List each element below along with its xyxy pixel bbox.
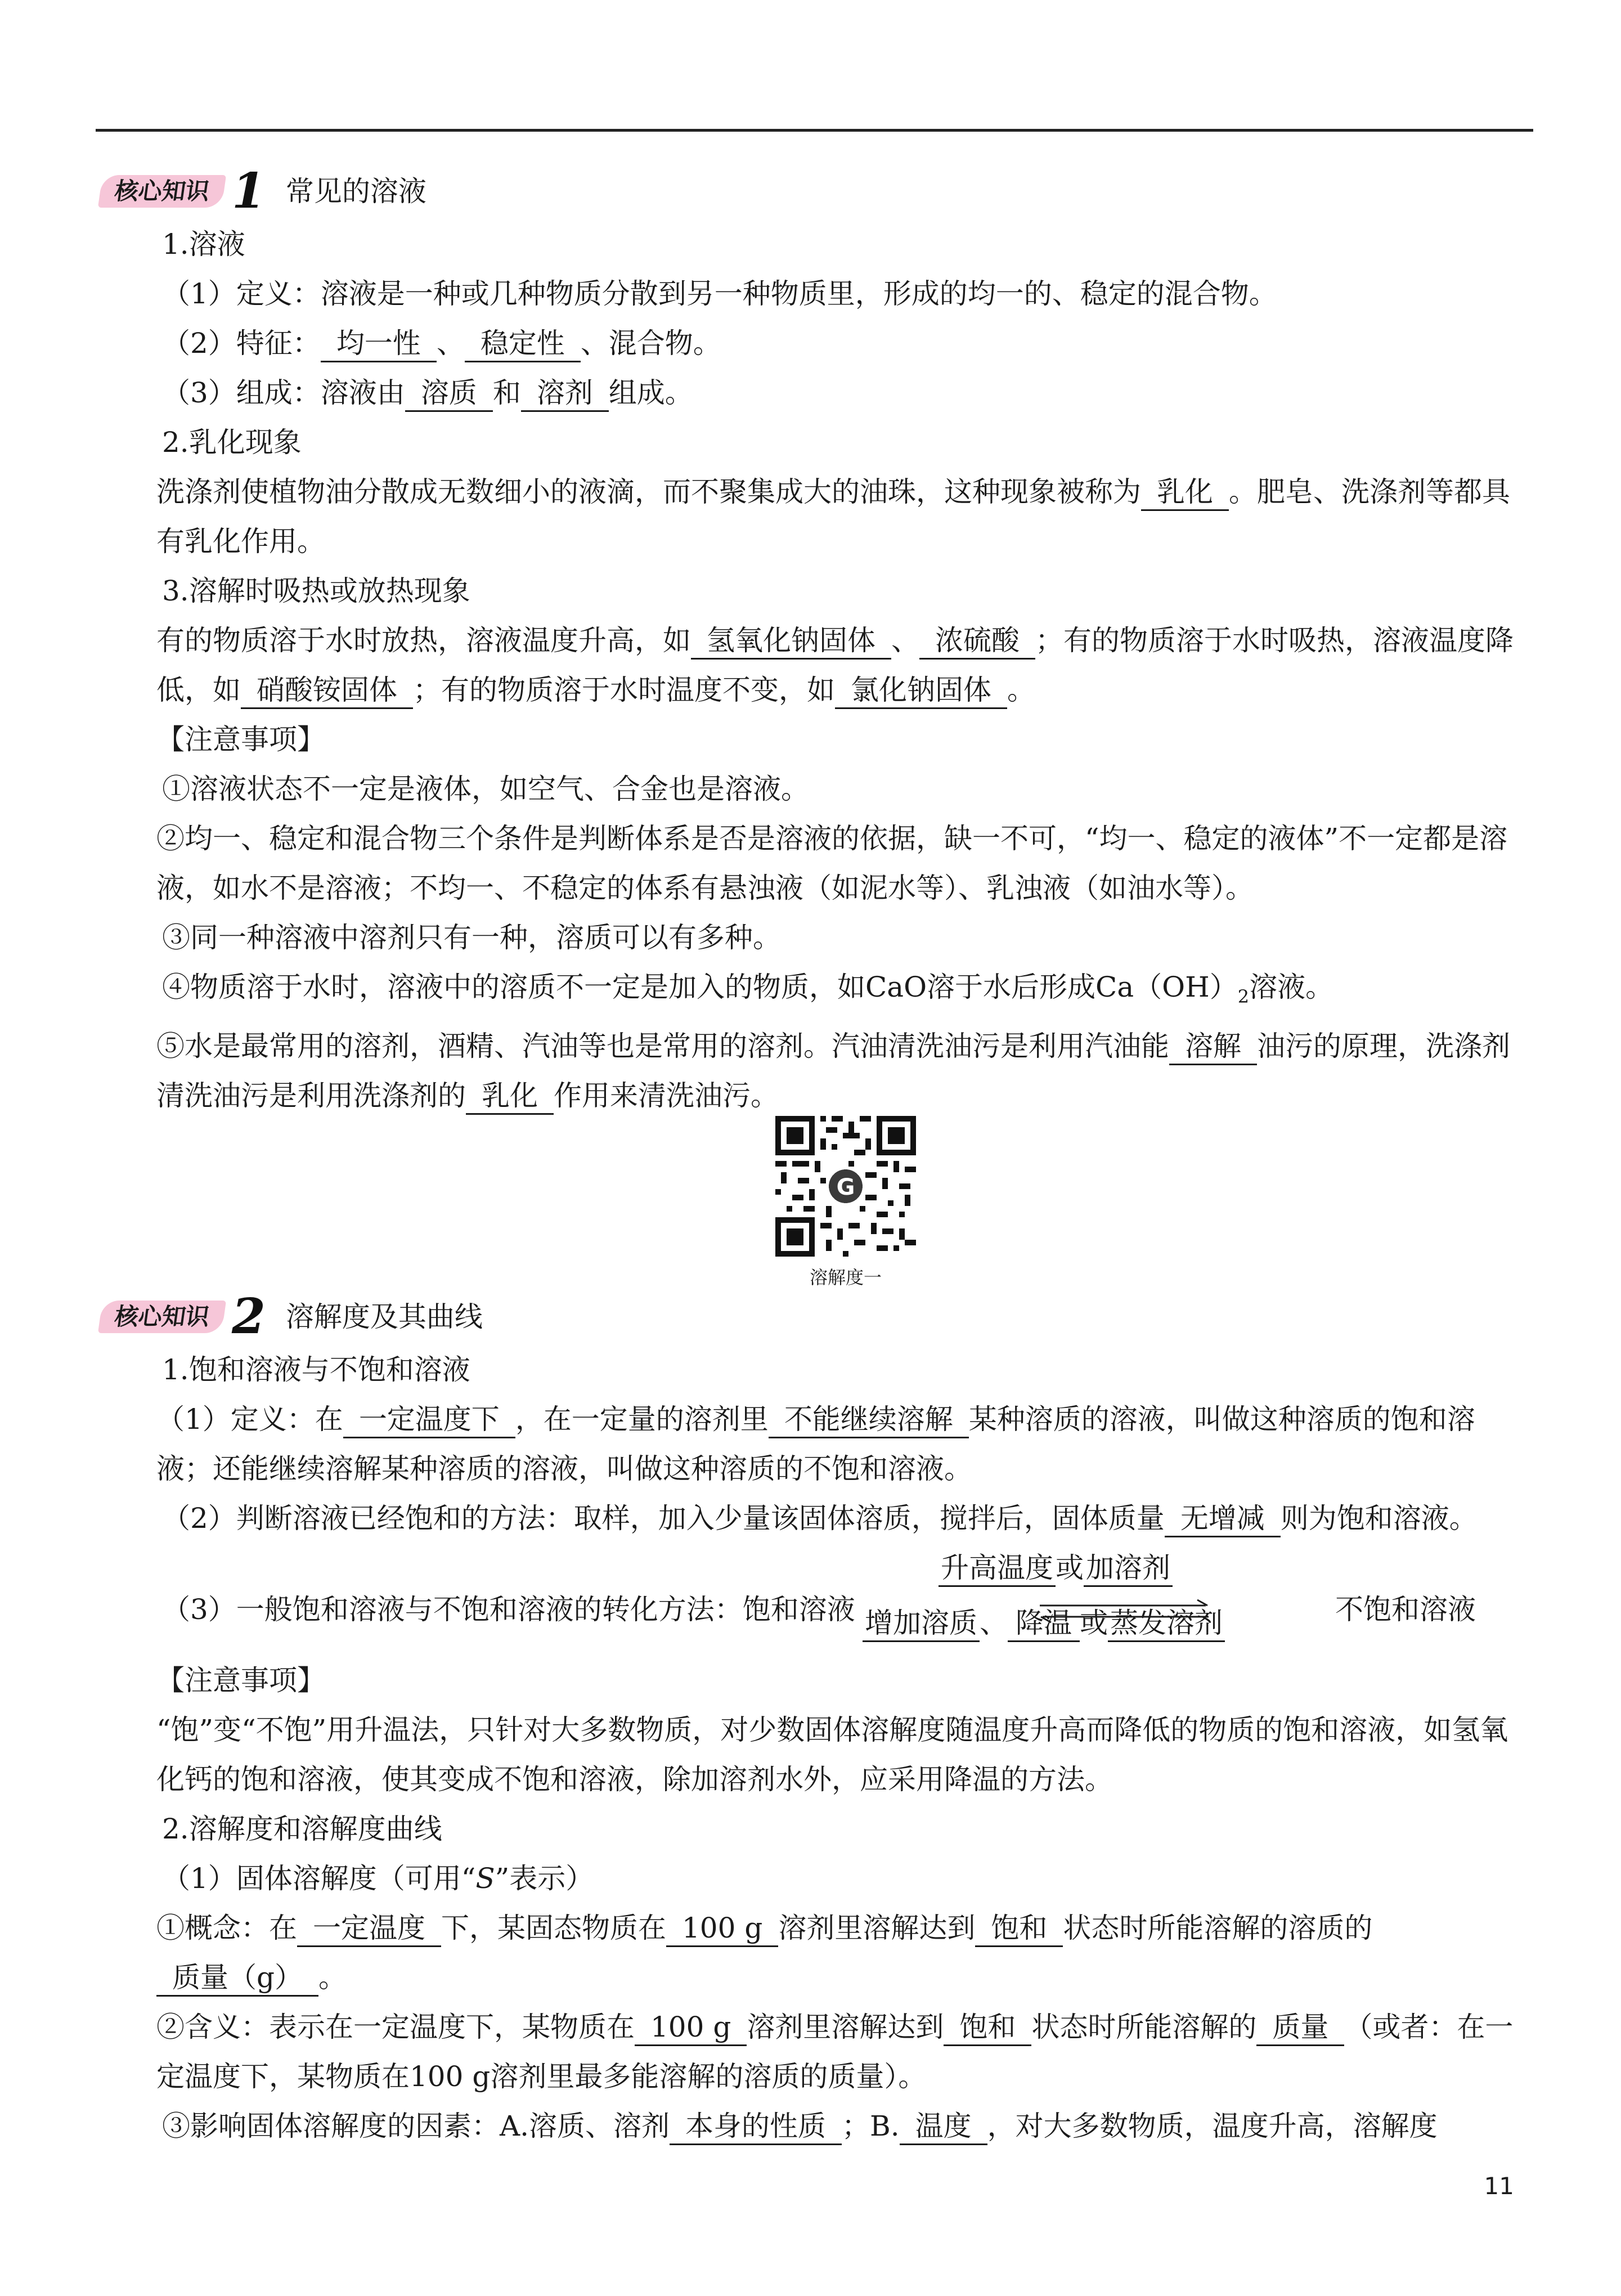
page-number: 11 [1484, 2172, 1514, 2200]
answer-blank: 一定温度 [297, 1911, 441, 1947]
text: 、 [891, 624, 919, 657]
text: ；有的物质溶于水时吸热，溶液温度降低，如 [156, 624, 1514, 706]
note-3: ③同一种溶液中溶剂只有一种，溶质可以有多种。 [162, 921, 781, 954]
text: 状态时所能溶解的 [1031, 2011, 1257, 2043]
note-unsaturate: “饱”变“不饱”用升温法，只针对大多数物质，对少数固体溶解度随温度升高而降低的物质的饱和溶液，如氢氧化钙的饱和溶液，使其变成不饱和溶液，除加溶剂水外，应采用降温的方法。 [156, 1714, 1508, 1796]
text: ②含义：表示在一定温度下，某物质在 [156, 2011, 635, 2043]
heading-saturated: 1.饱和溶液与不饱和溶液 [162, 1353, 470, 1386]
subscript: 2 [1237, 986, 1250, 1007]
page-content-2 [100, 1289, 1529, 2151]
answer-blank: 稳定性 [465, 326, 581, 362]
section-title: 溶解度及其曲线 [285, 1301, 483, 1333]
text: （1）固体溶解度（可用“ [162, 1862, 476, 1895]
answer-blank: 温度 [900, 2109, 987, 2145]
text: ，在一定量的溶剂里 [515, 1403, 769, 1436]
text: （3）一般饱和溶液与不饱和溶液的转化方法：饱和溶液 [162, 1593, 855, 1626]
note-1: ①溶液状态不一定是液体，如空气、合金也是溶液。 [162, 773, 809, 805]
text: 或 [1056, 1551, 1084, 1584]
answer-blank: 乳化 [1141, 474, 1229, 511]
meaning [100, 2002, 1529, 2101]
top-rule [96, 129, 1533, 132]
text: 。 [318, 1961, 347, 1994]
answer-blank: 浓硫酸 [919, 623, 1035, 660]
text: 洗涤剂使植物油分散成无数细小的液滴，而不聚集成大的油珠，这种现象被称为 [156, 476, 1141, 508]
text: 有的物质溶于水时放热，溶液温度升高，如 [156, 624, 691, 657]
note-2: ②均一、稳定和混合物三个条件是判断体系是否是溶液的依据，缺一不可，“均一、稳定的液体”不一定都是溶液，如水不是溶液；不均一、不稳定的体系有悬浊液（如泥水等）、乳浊液（如油水等）。 [156, 822, 1508, 904]
heading-solubility: 2.溶解度和溶解度曲线 [162, 1813, 442, 1845]
text: 溶剂里溶解达到 [747, 2011, 944, 2043]
answer-blank: 氢氧化钠固体 [691, 623, 891, 660]
text: ；B. [842, 2110, 900, 2142]
text: 、混合物。 [580, 327, 721, 360]
heading-emulsification: 2.乳化现象 [162, 426, 302, 459]
page-content [100, 163, 1529, 1120]
text: 组成。 [608, 376, 693, 409]
text: （1）定义：在 [156, 1403, 343, 1436]
solution-features [100, 319, 1529, 368]
text: 油污的原理，洗涤剂清洗油污是利用洗涤剂的 [156, 1030, 1510, 1112]
answer-blank: 质量 [1256, 2010, 1344, 2046]
answer-blank: 溶剂 [521, 375, 609, 412]
text: ③影响固体溶解度的因素：A.溶质、溶剂 [162, 2110, 670, 2142]
text: 则为饱和溶液。 [1280, 1502, 1478, 1535]
conversion-diagram [100, 1543, 1529, 1656]
answer-blank: 100 g [666, 1911, 778, 1947]
answer-blank: 乳化 [466, 1078, 554, 1115]
text: 溶液。 [1249, 971, 1334, 1003]
heat-paragraph [100, 616, 1529, 715]
qr-block [775, 1116, 916, 1289]
qr-code-icon[interactable] [775, 1116, 916, 1257]
answer-blank: 本身的性质 [670, 2109, 842, 2145]
svg-text:G: G [836, 1174, 855, 1200]
answer-blank: 加溶剂 [1084, 1550, 1173, 1587]
answer-blank: 100 g [635, 2010, 747, 2046]
text: 状态时所能溶解的溶质的 [1063, 1912, 1373, 1944]
text: （2）特征： [162, 327, 321, 360]
heading-solution: 1.溶液 [162, 228, 245, 261]
answer-blank: 蒸发溶剂 [1108, 1606, 1225, 1642]
section-number: 1 [232, 163, 266, 219]
text: 。 [1007, 674, 1035, 706]
conversion-bottom-conditions [863, 1598, 1225, 1648]
answer-blank: 不能继续溶解 [769, 1402, 969, 1438]
text: 下，某固态物质在 [441, 1912, 666, 1944]
text: 和 [492, 376, 521, 409]
answer-blank: 饱和 [975, 1911, 1063, 1947]
text: （2）判断溶液已经饱和的方法：取样，加入少量该固体溶质，搅拌后，固体质量 [162, 1502, 1165, 1535]
text: （3）组成：溶液由 [162, 376, 405, 409]
answer-blank: 无增减 [1165, 1501, 1281, 1537]
answer-blank: 增加溶质 [863, 1606, 980, 1642]
core-knowledge-badge: 核心知识 [98, 175, 226, 208]
section2-header [100, 1289, 1529, 1345]
answer-blank: 溶质 [405, 375, 493, 412]
text: 、 [980, 1607, 1008, 1639]
emulsification-paragraph [100, 467, 1529, 566]
answer-blank: 升高温度 [939, 1550, 1056, 1587]
text: 溶剂里溶解达到 [778, 1912, 976, 1944]
answer-blank: 均一性 [321, 326, 437, 362]
note-5 [100, 1021, 1529, 1120]
saturated-definition [100, 1394, 1529, 1494]
notes-title: 【注意事项】 [156, 1664, 325, 1697]
text: 、 [436, 327, 465, 360]
answer-blank: 硝酸铵固体 [241, 672, 413, 709]
text: ，对大多数物质，温度升高，溶解度 [987, 2110, 1438, 2142]
text: ”表示） [495, 1862, 594, 1895]
conversion-top-conditions [939, 1543, 1173, 1593]
qr-caption: 溶解度一 [809, 1267, 882, 1288]
section-title: 常见的溶液 [285, 175, 426, 208]
text: 某种溶质的溶液，叫做这种溶质的饱和溶液；还能继续溶解某种溶质的溶液，叫做这种溶质的不饱和溶液。 [156, 1403, 1475, 1485]
section1-header [100, 163, 1529, 219]
text: 。肥皂、洗涤剂等都具有乳化作用。 [156, 476, 1510, 558]
concept [100, 1903, 1529, 2002]
answer-blank: 降温 [1008, 1606, 1080, 1642]
text: ；有的物质溶于水时温度不变，如 [413, 674, 835, 706]
text: ⑤水是最常用的溶剂，酒精、汽油等也是常用的溶剂。汽油清洗油污是利用汽油能 [156, 1030, 1169, 1062]
text: ①概念：在 [156, 1912, 297, 1944]
text: 作用来清洗油污。 [554, 1079, 779, 1112]
text: ④物质溶于水时，溶液中的溶质不一定是加入的物质，如CaO溶于水后形成Ca（OH） [162, 971, 1238, 1003]
note-4 [100, 962, 1529, 1021]
answer-blank: 质量（g） [156, 1960, 318, 1997]
answer-blank: 溶解 [1169, 1029, 1257, 1065]
solution-definition: （1）定义：溶液是一种或几种物质分散到另一种物质里，形成的均一的、稳定的混合物。 [162, 277, 1277, 310]
factors [100, 2101, 1529, 2151]
text: 不饱和溶液 [1335, 1593, 1476, 1626]
text: 或 [1080, 1607, 1108, 1639]
symbol-s: S [475, 1862, 495, 1895]
core-knowledge-badge: 核心知识 [98, 1301, 226, 1333]
solution-composition [100, 368, 1529, 418]
answer-blank: 一定温度下 [343, 1402, 515, 1438]
heading-heat: 3.溶解时吸热或放热现象 [162, 575, 470, 607]
text: （或者：在一定温度下，某物质在100 g溶剂里最多能溶解的溶质的质量）。 [156, 2011, 1514, 2093]
notes-title: 【注意事项】 [156, 723, 325, 756]
section-number: 2 [232, 1288, 266, 1345]
answer-blank: 氯化钠固体 [835, 672, 1007, 709]
judge-saturated [100, 1494, 1529, 1543]
solid-solubility-title [100, 1854, 1529, 1903]
answer-blank: 饱和 [944, 2010, 1031, 2046]
